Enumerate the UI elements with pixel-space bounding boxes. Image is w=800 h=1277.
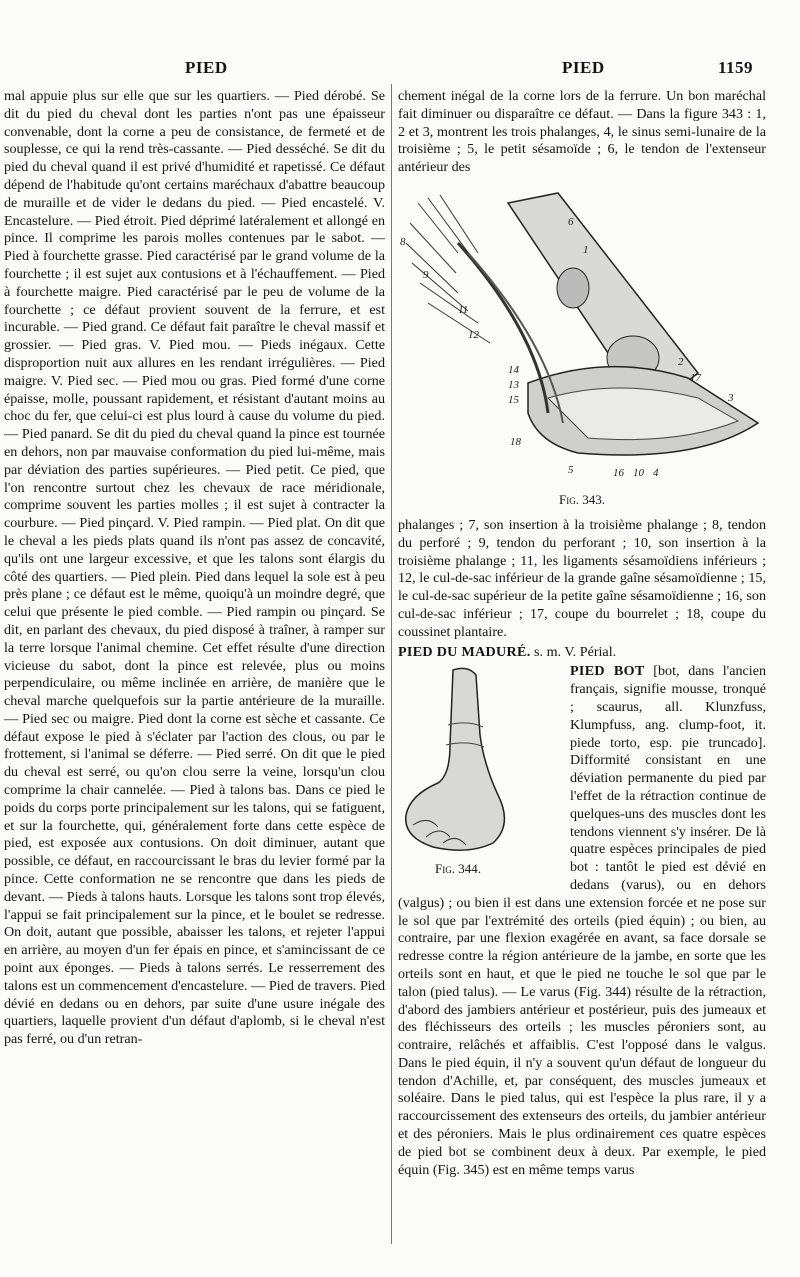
entry-body: [bot, dans l'ancien français, signifie mousse, tronqué ; scaurus, all. Klunzfuss, Klumpfuss, ang. clump-foot, it. piede torto, esp. pie truncado]. Difformité consistant en une déviation permanente du pied par l'effet de la rétraction continue de quelques-uns des muscles dont les tendons viennent s'y insérer. De là quatre espèces principales de pied bot : tantôt le pied est dévié en dedans (varus), ou en dehors (valgus) ; ou bien il est dans une extension forcée et ne pose sur le sol que par l'extrémité des orteils (pied équin) ; ou bien, au contraire, par une flexion exagérée en avant, sa face dorsale se redresse contre la région antérieure de la jambe, en sorte que les orteils sont en haut, et que le pied ne touche le sol que par le talon (pied talus). — Le varus (Fig. 344) résulte de la rétraction, d'abord des jambiers antérieur et postérieur, puis des jumeaux et des fléchisseurs des orteils ; les muscles péroniers sont, au contraire, relâchés et affaiblis. C'est l'opposé dans le valgus. Dans le pied équin, il n'y a souvent qu'un défaut de longueur du tendon d'Achille, et, par conséquent, des muscles jumeaux et soléaire. Dans le pied talus, qui est l'espèce la plus rare, il y a raccourcissement des extenseurs des orteils, du jambier antérieur et des péroniers. Mais le plus ordinairement ces quatre espèces de pied bot se combinent deux à deux. Par exemple, le pied équin (Fig. 345) est en même temps varus	[398, 663, 766, 1178]
horse-hoof-section-illustration	[398, 183, 766, 493]
figure-344-caption: Fig. 344.	[435, 860, 481, 876]
figure-343-caption: Fig. 343.	[559, 491, 605, 507]
figure-343	[398, 183, 766, 513]
fig343-label-14: 14	[508, 363, 519, 376]
figure-344	[398, 665, 562, 877]
fig343-label-13: 13	[508, 378, 519, 391]
entry-pied-du-madure	[398, 644, 766, 662]
fig343-label-11: 11	[458, 303, 469, 316]
fig343-label-15: 15	[508, 393, 519, 406]
page-number: 1159	[718, 58, 754, 77]
fig343-label-17: 17	[690, 371, 701, 384]
fig343-label-12: 12	[468, 328, 479, 341]
club-foot-illustration	[398, 665, 518, 855]
entry-body: s. m. V. Périal.	[530, 643, 617, 660]
column-divider	[391, 84, 392, 1244]
entry-headword: PIED DU MADURÉ.	[398, 643, 531, 660]
fig343-label-3: 3	[728, 391, 734, 404]
right-column	[398, 88, 766, 1248]
fig343-label-1: 1	[583, 243, 589, 256]
left-column	[4, 88, 385, 1248]
right-intro-text: chement inégal de la corne lors de la ferrure. Un bon maréchal fait diminuer ou disparaître ce défaut. — Dans la figure 343 : 1, 2 et 3, montrent les trois phalanges, 4, le sinus semi-lunaire de la troisième ; 5, le petit sésamoïde ; 6, le tendon de l'extenseur antérieur des	[398, 88, 766, 176]
fig343-label-2: 2	[678, 355, 684, 368]
figure-343-legend: phalanges ; 7, son insertion à la troisième phalange ; 8, tendon du perforé ; 9, tendon du perforant ; 10, son insertion à la troisième phalange ; 11, les ligaments sésamoïdiens inférieurs ; 12, le cul-de-sac inférieur de la grande gaîne sésamoïdienne ; 15, le cul-de-sac supérieur de la petite gaîne sésamoïdienne ; 16, son cul-de-sac inférieur ; 17, coupe du bourrelet ; 18, coupe du coussinet plantaire.	[398, 516, 766, 640]
header-left-title: PIED	[185, 58, 228, 77]
fig343-label-16: 16	[613, 466, 624, 479]
fig343-label-18: 18	[510, 435, 521, 448]
left-column-text: mal appuie plus sur elle que sur les quartiers. — Pied dérobé. Se dit du pied du cheval dont les parties n'ont pas une épaisseur convenable, dont la corne a peu de consistance, de fermeté et de souplesse, ce qui la rend très-cassante. — Pied desséché. Se dit du pied du cheval quand il est privé d'humidité et rapetissé. Ce défaut dépend de l'habitude qu'ont certains maréchaux d'abattre beaucoup de muraille et de vider le dedans du pied. — Pied encastelé. V. Encastelure. — Pied étroit. Pied déprimé latéralement et allongé en pince. Il comprime les parois molles contenues par le sabot. — Pied à fourchette grasse. Pied caractérisé par le grand volume de la fourchette ; il est sujet aux contusions et à l'échauffement. — Pied à fourchette maigre. Pied caractérisé par le peu de volume de la fourchette ; ce défaut provient souvent de la ferrure, et est incurable. — Pied grand. Ce défaut fait paraître le cheval massif et grossier. — Pied gras. V. Pied mou. — Pieds inégaux. Cette disproportion nuit aux allures en les rendant irrégulières. — Pied maigre. V. Pied sec. — Pied mou ou gras. Pied formé d'une corne épaisse, molle, poussant rapidement, et résistant d'autant moins au choc du fer, que celui-ci est plus lourd à cause du volume du pied. — Pied panard. Se dit du pied du cheval quand la pince est tournée en dehors, non par mauvaise conformation du pied lui-même, mais par déviation des parties supérieures. — Pied petit. Ce pied, que l'on rencontre surtout chez les chevaux de race méridionale, comprime souvent les parties molles ; il est sujet à contracter la courbure. — Pied pinçard. V. Pied rampin. — Pied plat. On dit que le cheval a les pieds plats quand ils n'ont pas assez de concavité, qu'ils ont une largeur excessive, et que les talons sont élargis du côté des quartiers. — Pied plein. Pied dans lequel la sole est à peu près plane ; ce défaut est le même, quoiqu'à un moindre degré, que celui que présente le pied comble. — Pied rampin ou pinçard. Se dit, en parlant des chevaux, du pied disposé à traîner, à ramper sur la terre lorsque l'animal chemine. Cet effet résulte d'une direction vicieuse du sabot, dont la pince est relevée, plus ou moins perpendiculaire, ou même inclinée en arrière, de manière que le cheval marche quelquefois sur la partie antérieure de la muraille. — Pied sec ou maigre. Pied dont la corne est sèche et cassante. Ce défaut expose le pied à s'éclater par l'action des clous, ou par le frottement, si l'animal se déferre. — Pied serré. On dit que le pied du cheval est serré, ou qu'on clou serre la veine, lorsqu'un clou comprime la chair cannelée. — Pied à talons bas. Dans ce pied le poids du corps porte principalement sur les talons, qui se fatiguent, et sur la fourchette, qui, généralement forte dans cette espèce de pied, est exposée aux contusions. On doit diminuer, autant que possible, ce défaut, en raccourcissant le bras du levier formé par la pince. Cette conformation ne se rencontre que dans les pieds de devant. — Pieds à talons hauts. Lorsque les talons sont trop élevés, l'appui se fait principalement sur la pince, et le boulet se redresse. On doit, autant que possible, abaisser les talons, et rejeter l'appui en arrière, au moyen d'un fer épais en pince, et s'amincissant de ce point aux éponges. — Pieds à talons serrés. Le resserrement des talons est un commencement d'encastelure. — Pied de travers. Pied dévié en dedans ou en dehors, par suite d'une usure inégale des quartiers, laquelle provient d'un défaut d'aplomb, si le cheval n'est pas ferré, ou d'un retran-	[4, 88, 385, 1048]
fig343-label-5: 5	[568, 463, 574, 476]
entry-pied-bot	[398, 663, 766, 1179]
entry-headword: PIED BOT	[570, 663, 645, 680]
header-center-title: PIED	[562, 58, 605, 77]
fig343-label-8: 8	[400, 235, 406, 248]
fig343-label-4: 4	[653, 466, 659, 479]
fig343-label-6: 6	[568, 215, 574, 228]
running-head	[0, 58, 800, 84]
fig343-label-9: 9	[423, 268, 429, 281]
fig343-label-10: 10	[633, 466, 644, 479]
